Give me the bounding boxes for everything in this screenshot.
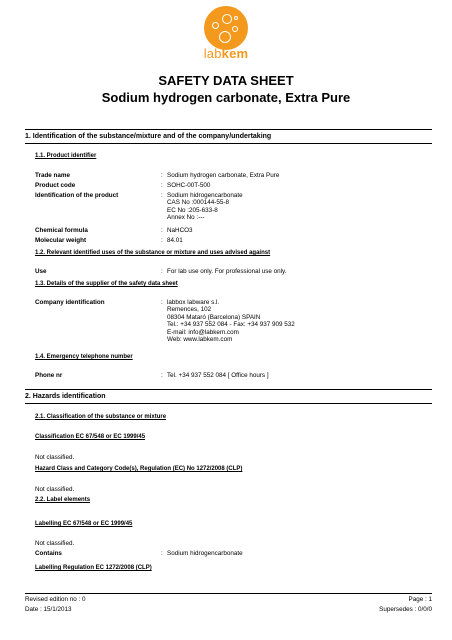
section-1-1-heading: 1.1. Product identifier [35, 153, 97, 159]
page-number: Page : 1 [408, 596, 432, 603]
chemical-formula-value: NaHCO3 [167, 227, 193, 234]
logo-wordmark: labkem [203, 46, 249, 61]
labelling-ec-value: Not classified. [35, 540, 75, 547]
product-title: Sodium hydrogen carbonate, Extra Pure [101, 90, 351, 105]
molecular-weight-label: Molecular weight [35, 237, 87, 244]
footer-rule [25, 593, 432, 594]
section-1-2-heading: 1.2. Relevant identified uses of the substance or mixture and uses advised against [35, 250, 271, 256]
section-1-rule-bottom [25, 143, 432, 144]
use-label: Use [35, 268, 47, 275]
identification-ec: EC No :205-633-8 [167, 206, 218, 214]
labelling-clp-heading: Labelling Regulation EC 1272/2008 (CLP) [35, 565, 152, 571]
section-2-rule-bottom [25, 403, 432, 404]
section-2-rule-top [25, 389, 432, 390]
phone-value: Tel. +34 937 552 084 [ Office hours ] [167, 372, 269, 379]
use-value: For lab use only. For professional use only. [167, 268, 287, 275]
hazard-class-value: Not classified. [35, 486, 75, 493]
identification-name: Sodium hidrogencarbonate [167, 192, 243, 199]
colon: : [161, 372, 163, 379]
company-phone-fax: Tel.: +34 937 552 084 - Fax: +34 937 909 532 [167, 321, 295, 329]
colon: : [161, 227, 163, 234]
logo-flask-icon [204, 6, 248, 50]
colon: : [161, 237, 163, 244]
company-value [167, 299, 295, 343]
identification-value [167, 192, 243, 222]
contains-label: Contains [35, 550, 62, 557]
supersedes: Supersedes : 0/0/0 [379, 606, 432, 613]
identification-cas: CAS No :000144-55-8 [167, 199, 229, 207]
labelling-ec-heading: Labelling EC 67/548 or EC 1999/45 [35, 521, 133, 527]
section-2-heading: 2. Hazards identification [25, 393, 106, 400]
trade-name-label: Trade name [35, 172, 70, 179]
document-title: SAFETY DATA SHEET [158, 73, 294, 88]
molecular-weight-value: 84.01 [167, 237, 183, 244]
colon: : [161, 550, 163, 557]
company-street: Remences, 102 [167, 306, 212, 314]
chemical-formula-label: Chemical formula [35, 227, 88, 234]
product-code-value: SOHC-00T-500 [167, 182, 211, 189]
section-1-4-heading: 1.4. Emergency telephone number [35, 354, 133, 360]
company-web: Web: www.labkem.com [167, 336, 233, 344]
colon: : [161, 299, 163, 306]
product-code-label: Product code [35, 182, 76, 189]
section-1-rule-top [25, 129, 432, 130]
section-1-heading: 1. Identification of the substance/mixture and of the company/undertaking [25, 133, 272, 140]
company-city: 08304 Mataró (Barcelona) SPAIN [167, 313, 261, 321]
identification-annex: Annex No :--- [167, 214, 205, 222]
company-name: labbox labware s.l. [167, 299, 220, 306]
section-2-1-heading: 2.1. Classification of the substance or mixture [35, 414, 167, 420]
document-date: Date : 15/1/2013 [25, 606, 72, 613]
colon: : [161, 182, 163, 189]
classification-ec-heading: Classification EC 67/548 or EC 1999/45 [35, 434, 146, 440]
hazard-class-heading: Hazard Class and Category Code(s), Regulation (EC) No 1272/2008 (CLP) [35, 466, 243, 472]
company-email: E-mail: info@labkem.com [167, 328, 239, 336]
classification-ec-value: Not classified. [35, 454, 75, 461]
colon: : [161, 268, 163, 275]
colon: : [161, 172, 163, 179]
revised-edition: Revised edition no : 0 [25, 596, 86, 603]
company-label: Company identification [35, 299, 105, 306]
contains-value: Sodium hidrogencarbonate [167, 550, 243, 557]
phone-label: Phone nr [35, 372, 63, 379]
identification-label: Identification of the product [35, 192, 119, 199]
section-2-2-heading: 2.2. Label elements [35, 497, 91, 503]
trade-name-value: Sodium hydrogen carbonate, Extra Pure [167, 172, 280, 179]
section-1-3-heading: 1.3. Details of the supplier of the safety data sheet [35, 281, 178, 287]
colon: : [161, 192, 163, 199]
labkem-logo [181, 6, 271, 62]
